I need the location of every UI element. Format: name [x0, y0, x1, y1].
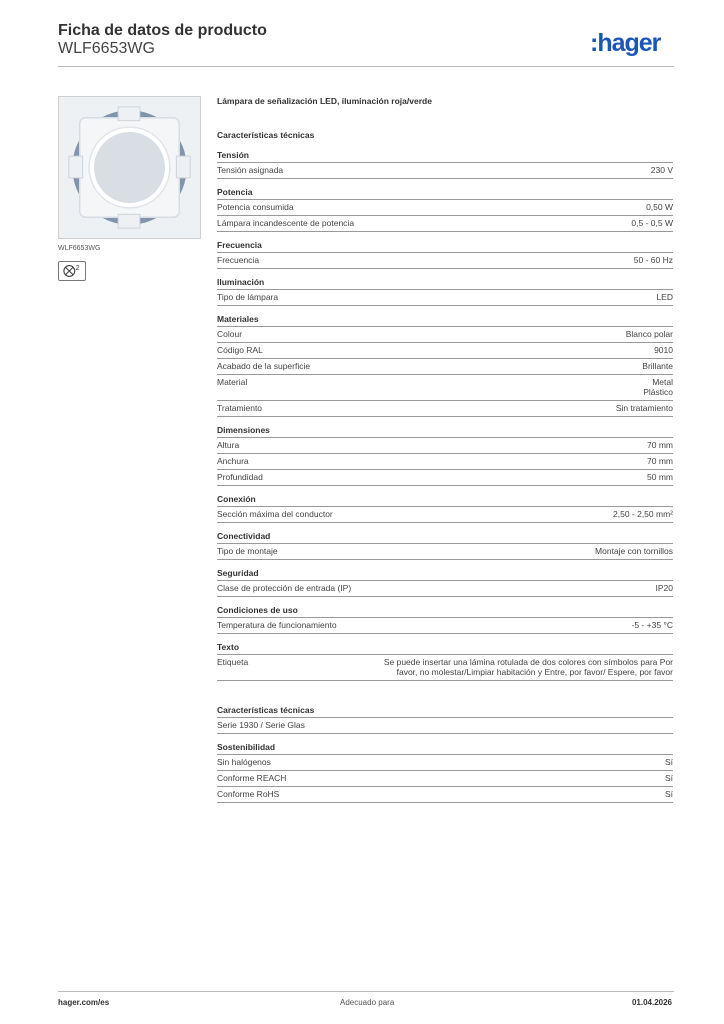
spec-value-text: 2,50 - 2,50 mm² [613, 509, 673, 519]
product-reference: WLF6653WG [58, 40, 155, 57]
technical-heading: Características técnicas [217, 130, 315, 140]
spec-group-title: Conexión [217, 494, 256, 504]
spec-value-text: Sin tratamiento [615, 403, 673, 413]
spec-group [217, 425, 673, 486]
header-divider [58, 66, 674, 67]
spec-value [626, 329, 673, 339]
spec-row [217, 342, 673, 358]
spec-row [217, 654, 673, 681]
spec-label: Altura [217, 440, 240, 450]
product-image [58, 96, 201, 239]
spec-value-text: 70 mm [647, 440, 673, 450]
spec-value [613, 509, 673, 519]
spec-label: Lámpara incandescente de potencia [217, 218, 355, 228]
spec-value [647, 472, 673, 482]
spec-group-title: Iluminación [217, 277, 265, 287]
extra-spec-groups [217, 705, 673, 803]
specifications [217, 96, 673, 811]
logo-text: :hager [590, 29, 661, 57]
spec-value [651, 165, 673, 175]
spec-value-text: Sí [664, 757, 673, 767]
spec-value [665, 757, 673, 767]
spec-label: Potencia consumida [217, 202, 294, 212]
spec-value [643, 377, 673, 397]
spec-value-text: -5 - +35 °C [631, 620, 673, 630]
spec-group-title: Frecuencia [217, 240, 262, 250]
footer-date: 01.04.2026 [631, 998, 672, 1007]
spec-group [217, 187, 673, 232]
spec-group [217, 150, 673, 179]
spec-label: Serie 1930 / Serie Glas [217, 720, 305, 730]
spec-group [217, 605, 673, 634]
spec-group-title: Condiciones de uso [217, 605, 298, 615]
spec-value-text: 70 mm [647, 456, 673, 466]
spec-value-text: Sí [664, 789, 673, 799]
spec-label: Tensión asignada [217, 165, 284, 175]
spec-group [217, 494, 673, 523]
spec-label: Tratamiento [217, 403, 263, 413]
spec-value-text: Blanco polar [625, 329, 673, 339]
spec-group-title: Materiales [217, 314, 259, 324]
class-number: 2 [75, 263, 80, 273]
spec-value [647, 456, 673, 466]
spec-row [217, 786, 673, 803]
spec-row [217, 374, 673, 400]
spec-group-title: Tensión [217, 150, 249, 160]
page-header [58, 20, 674, 68]
lamp-class-2-icon [58, 261, 86, 281]
spec-value-text: IP20 [655, 583, 673, 593]
spec-value-text: 9010 [654, 345, 673, 355]
spec-value [595, 546, 673, 556]
spec-value-text: LED [656, 292, 673, 302]
spec-label: Profundidad [217, 472, 263, 482]
spec-label: Acabado de la superficie [217, 361, 311, 371]
hager-logo [590, 28, 674, 58]
spec-group-title: Seguridad [217, 568, 259, 578]
spec-value [654, 345, 673, 355]
spec-value [634, 255, 673, 265]
spec-label: Código RAL [217, 345, 263, 355]
footer-divider [58, 991, 674, 992]
spec-value-text: Montaje con tornillos [595, 546, 673, 556]
spec-row [217, 469, 673, 486]
spec-label: Sin halógenos [217, 757, 271, 767]
document-title: Ficha de datos de producto [58, 22, 267, 39]
spec-value-text: Sí [664, 773, 673, 783]
spec-value [642, 361, 673, 371]
spec-row [217, 358, 673, 374]
spec-row [217, 437, 673, 453]
spec-value-text: Plástico [643, 387, 673, 397]
spec-group [217, 642, 673, 681]
spec-value [656, 292, 673, 302]
spec-value [616, 403, 673, 413]
spec-row [217, 543, 673, 560]
spec-row [217, 453, 673, 469]
spec-value-text: 50 mm [647, 472, 673, 482]
spec-row [217, 289, 673, 306]
spec-value [665, 773, 673, 783]
spec-row [217, 617, 673, 634]
spec-row [217, 717, 673, 734]
spec-row [217, 162, 673, 179]
spec-row [217, 199, 673, 215]
product-description: Lámpara de señalización LED, iluminación roja/verde [217, 96, 432, 106]
spec-value [647, 440, 673, 450]
spec-label: Anchura [217, 456, 249, 466]
spec-row [217, 770, 673, 786]
spec-row [217, 754, 673, 770]
spec-label: Clase de protección de entrada (IP) [217, 583, 352, 593]
spec-group [217, 240, 673, 269]
spec-group [217, 277, 673, 306]
spec-group-title: Conectividad [217, 531, 271, 541]
spec-label: Colour [217, 329, 243, 339]
spec-label: Etiqueta [217, 657, 249, 667]
spec-value [631, 218, 673, 228]
spec-group [217, 314, 673, 417]
spec-value [373, 657, 673, 677]
spec-row [217, 506, 673, 523]
spec-label: Frecuencia [217, 255, 260, 265]
spec-value-text: 0,5 - 0,5 W [631, 218, 673, 228]
spec-label: Conforme REACH [217, 773, 287, 783]
spec-row [217, 252, 673, 269]
spec-group-title: Dimensiones [217, 425, 270, 435]
spec-label: Sección máxima del conductor [217, 509, 333, 519]
image-caption: WLF6653WG [58, 245, 101, 252]
spec-value [665, 789, 673, 799]
spec-value-text: Metal [652, 377, 673, 387]
spec-group [217, 742, 673, 803]
spec-label: Tipo de montaje [217, 546, 278, 556]
footer-suitable-for: Adecuado para [340, 998, 395, 1007]
spec-value [646, 202, 673, 212]
spec-group-title: Características técnicas [217, 705, 315, 715]
spec-group-title: Potencia [217, 187, 253, 197]
spec-groups [217, 150, 673, 681]
spec-label: Tipo de lámpara [217, 292, 279, 302]
spec-label: Temperatura de funcionamiento [217, 620, 337, 630]
spec-row [217, 400, 673, 417]
spec-label: Material [217, 377, 248, 387]
spec-group [217, 705, 673, 734]
footer-website: hager.com/es [58, 998, 110, 1007]
spec-group [217, 531, 673, 560]
spec-group-title: Sostenibilidad [217, 742, 276, 752]
spec-value [632, 620, 673, 630]
spec-row [217, 215, 673, 232]
spec-value-text: 0,50 W [646, 202, 673, 212]
spec-group-title: Texto [217, 642, 240, 652]
spec-value-text: 50 - 60 Hz [633, 255, 673, 265]
spec-label: Conforme RoHS [217, 789, 280, 799]
spec-value-text: Brillante [642, 361, 673, 371]
spec-row [217, 326, 673, 342]
spec-row [217, 580, 673, 597]
spec-group [217, 568, 673, 597]
spec-value-text: 230 V [650, 165, 673, 175]
spec-value-text: Se puede insertar una lámina rotulada de dos colores con símbolos para Por favor, no molestar/Limpiar habitación y Entre, por favor/ Espere, por favor [383, 657, 673, 677]
spec-value [656, 583, 674, 593]
